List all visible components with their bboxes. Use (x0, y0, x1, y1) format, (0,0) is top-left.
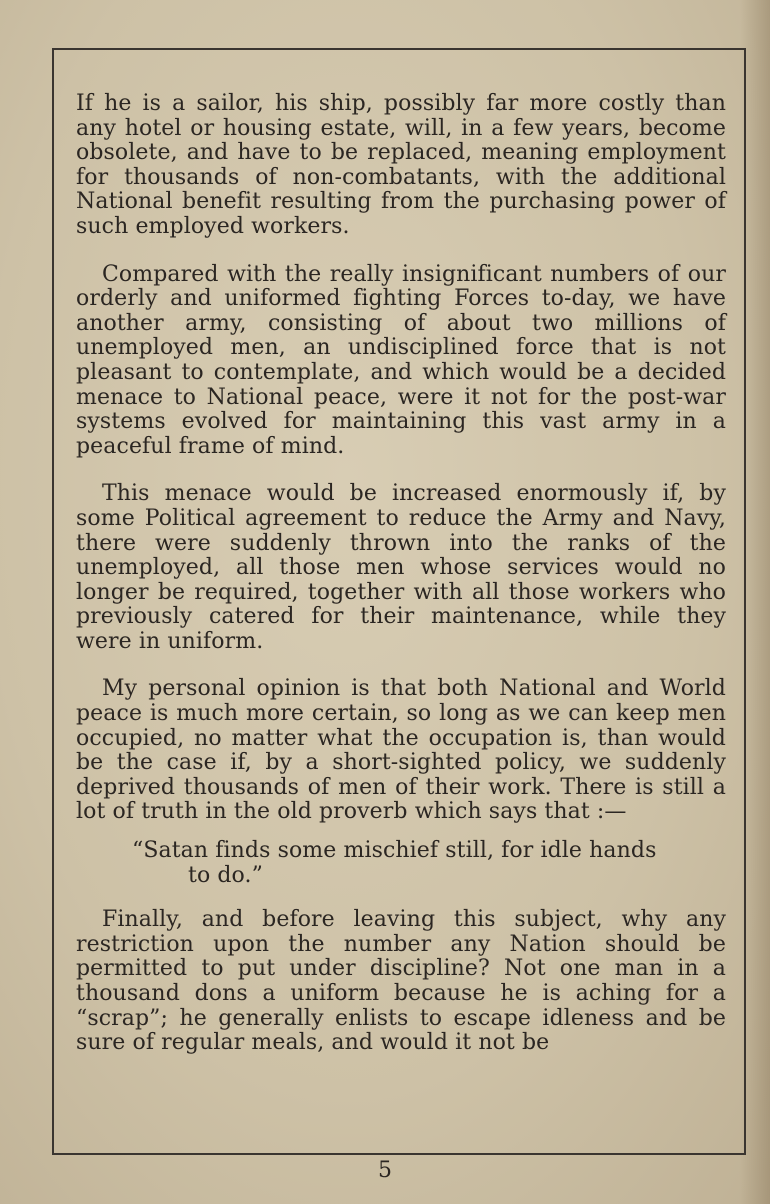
paragraph-sailor: If he is a sailor, his ship, possibly far more costly than any hotel or housing estate, will, in a few years, become obsolete, and have to be replaced, meaning employment for thousands of non-combatants, with the additional National benefit resulting from the purchasing power of such employed workers. (76, 91, 726, 239)
paragraph-finally: Finally, and before leaving this subject, why any restriction upon the number any Nation should be permitted to put under discipline? Not one man in a thousand dons a uniform because he is aching for a “scrap”; he generally enlists to escape idleness and be sure of regular meals, and would it not be (76, 907, 726, 1056)
paragraph-personal-opinion: My personal opinion is that both National and World peace is much more certain, so long as we can keep men occupied, no matter what the occupation is, than would be the case if, by a short-sighted policy, we suddenly deprived thousands of men of their work. There is still a lot of truth in the old proverb which says that :— (76, 676, 726, 825)
proverb-line-2: to do.” (188, 862, 263, 888)
proverb-quote (76, 839, 726, 888)
body-text (76, 92, 726, 1079)
page-number: 5 (378, 1158, 392, 1183)
paragraph-menace: This menace would be increased enormously if, by some Political agreement to reduce the Army and Navy, there were suddenly thrown into the ranks of the unemployed, all those men whose services would no longer be required, together with all those workers who previously catered for their maintenance, while they were in uniform. (76, 481, 726, 654)
proverb-line-1: “Satan finds some mischief still, for idle hands (132, 838, 657, 864)
paragraph-unemployed-army: Compared with the really insignificant numbers of our orderly and uniformed fighting Forces to-day, we have another army, consisting of about two millions of unemployed men, an undisciplined force that is not pleasant to contemplate, and which would be a decided menace to National peace, were it not for the post-war systems evolved for maintaining this vast army in a peaceful frame of mind. (76, 261, 726, 459)
